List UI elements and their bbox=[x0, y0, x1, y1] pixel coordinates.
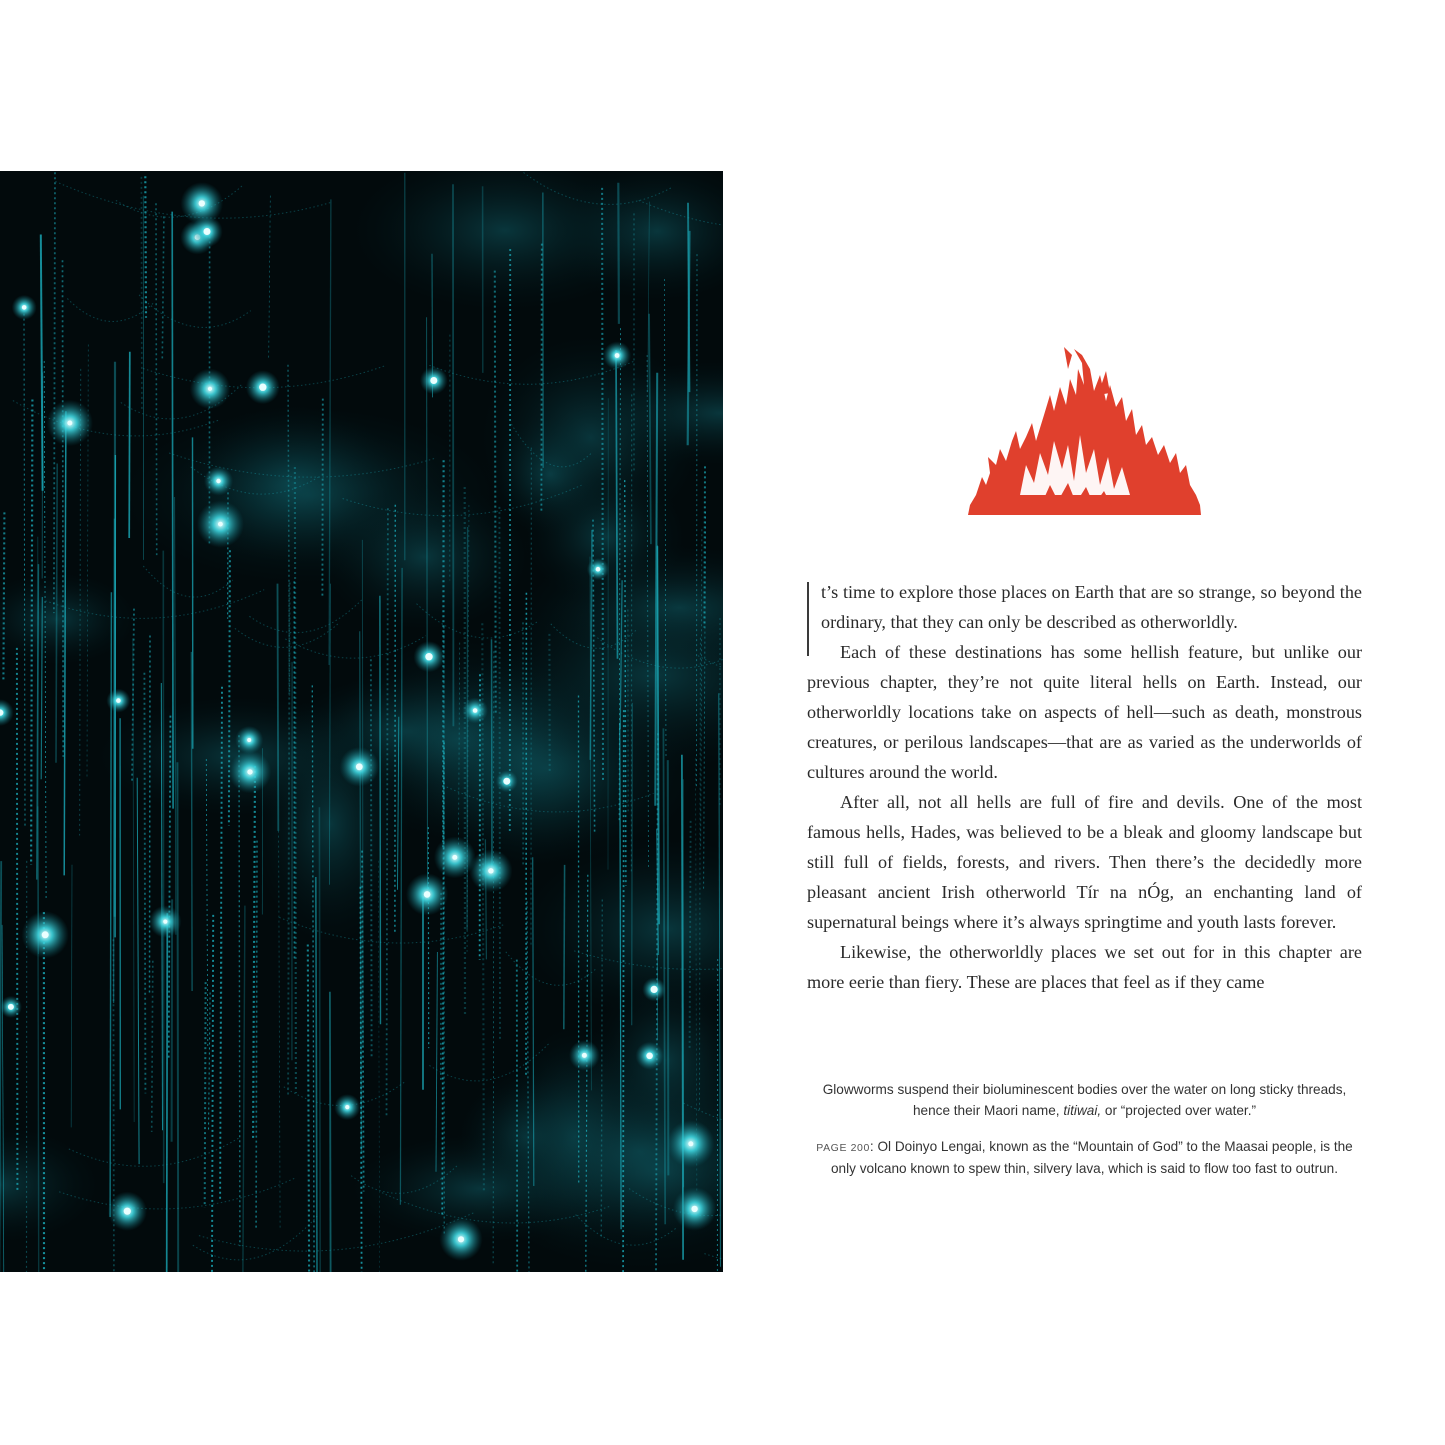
photo-caption-italic: titiwai, bbox=[1063, 1102, 1102, 1118]
paragraph-4: Likewise, the otherworldly places we set out for in this chapter are more eerie than fiery. These are places that feel as if they came bbox=[807, 942, 1362, 992]
drop-cap-i bbox=[807, 582, 809, 656]
flame-icon bbox=[960, 345, 1205, 520]
photo-caption bbox=[807, 1080, 1362, 1121]
photo-caption-end: or “projected over water.” bbox=[1101, 1102, 1257, 1118]
paragraph-3: After all, not all hells are full of fire and devils. One of the most famous hells, Hades, was believed to be a bleak and gloomy landscape but still full of fields, forests, and rivers. Then there’s the decidedly more pleasant ancient Irish otherworld Tír na nÓg, an enchanting land of supernatural beings where it’s always springtime and youth lasts forever. bbox=[807, 792, 1362, 932]
page-reference: PAGE 200 bbox=[816, 1142, 870, 1154]
page-200-caption-text: : Ol Doinyo Lengai, known as the “Mountain of God” to the Maasai people, is the only volcano known to spew thin, silvery lava, which is said to flow too fast to outrun. bbox=[831, 1139, 1353, 1176]
glowworm-photo-icon bbox=[0, 171, 723, 1272]
glowworm-photo bbox=[0, 171, 723, 1272]
chapter-intro-text bbox=[807, 577, 1362, 997]
captions bbox=[807, 1080, 1362, 1195]
paragraph-1-text: t’s time to explore those places on Earth that are so strange, so beyond the ordinary, that they can only be described as otherworldly. bbox=[821, 582, 1362, 632]
paragraph-1 bbox=[807, 577, 1362, 637]
page-200-caption bbox=[807, 1137, 1362, 1179]
paragraph-2: Each of these destinations has some hellish feature, but unlike our previous chapter, they’re not quite literal hells on Earth. Instead, our otherworldly locations take on aspects of hell—such as death, monstrous creatures, or perilous landscapes—that are as varied as the underworlds of cultures around the world. bbox=[807, 642, 1362, 782]
photo-caption-text: Glowworms suspend their bioluminescent bodies over the water on long sticky threads, hence their Maori name, bbox=[822, 1082, 1347, 1118]
